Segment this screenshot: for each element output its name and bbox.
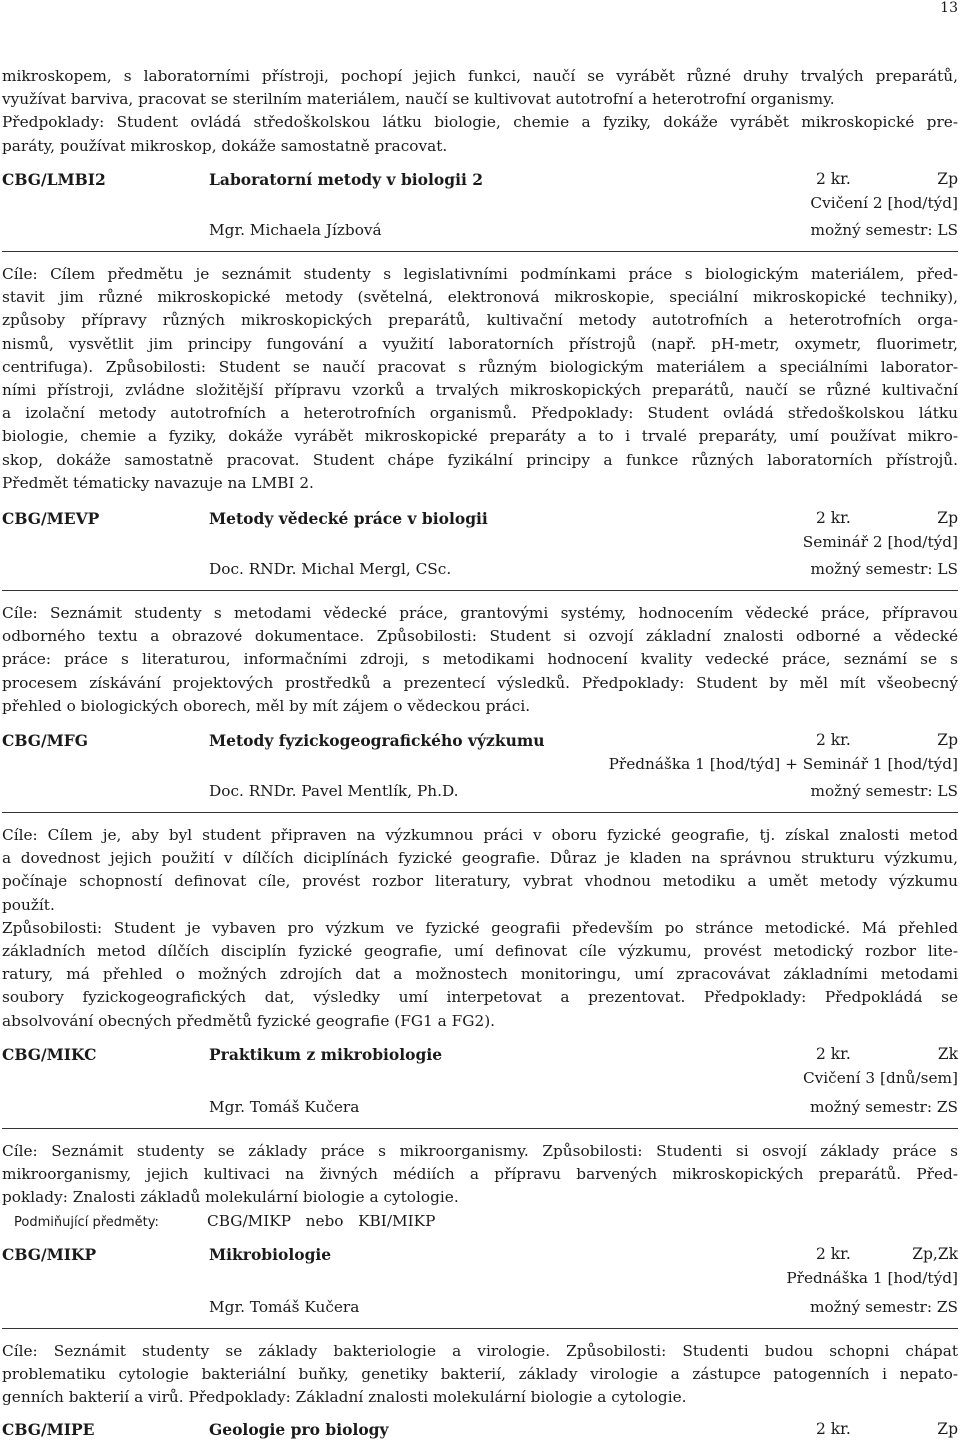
course-semester: možný semestr: LS — [810, 782, 958, 800]
course-teacher: Doc. RNDr. Pavel Mentlík, Ph.D. — [209, 782, 459, 800]
text-line: mikroorganismy, jejich kultivaci na živných médiích a přípravu barvených mikroskopických preparátů. Před- — [2, 1165, 958, 1184]
course-semester: možný semestr: ZS — [809, 1298, 958, 1316]
text-line: využívat barviva, pracovat se sterilním materiálem, naučí se kultivovat autotrofní a heterotrofní organismy. — [2, 90, 835, 109]
text-line: Cíle: Seznámit studenty s metodami vědecké práce, grantovými systémy, hodnocením vědecké práce, přípravou — [2, 604, 958, 622]
course-title: Metody fyzickogeografického výzkumu — [209, 731, 545, 750]
course-header — [0, 1420, 960, 1444]
course-type: Zp — [937, 1420, 958, 1438]
text-line: Cíle: Cílem předmětu je seznámit studenty s legislativními podmínkami práce s biologickým materiálem, před- — [2, 265, 958, 283]
text-line: Způsobilosti: Student je vybaven pro výzkum ve fyzické geografii především po stránce metodické. Má přehled — [2, 918, 958, 937]
text-line: použít. — [2, 895, 55, 914]
course-title: Praktikum z mikrobiologie — [209, 1045, 443, 1064]
course-description — [2, 263, 958, 495]
course-teacher-row — [0, 1098, 960, 1122]
course-code: CBG/MIKP — [2, 1245, 97, 1264]
course-type: Zp — [937, 731, 958, 749]
course-description — [2, 602, 958, 718]
course-hours: Přednáška 1 [hod/týd] — [786, 1269, 958, 1287]
course-type: Zp — [937, 170, 958, 188]
course-header — [0, 509, 960, 533]
course-semester: možný semestr: LS — [810, 221, 958, 239]
intro-paragraph — [2, 65, 958, 158]
text-line: Cíle: Seznámit studenty se základy práce s mikroorganismy. Způsobilosti: Studenti si osvojí základy práce s — [2, 1142, 958, 1160]
course-semester: možný semestr: ZS — [809, 1098, 958, 1116]
prerequisites-row — [14, 1212, 436, 1230]
course-credits: 2 kr. — [816, 1245, 851, 1263]
page-number: 13 — [940, 0, 958, 16]
text-line: Předpoklady: Student ovládá středoškolskou látku biologie, chemie a fyziky, dokáže vyrábět mikroskopické pre- — [2, 113, 958, 132]
course-type: Zp,Zk — [912, 1245, 958, 1263]
text-line: práce: práce s literaturou, informačními zdroji, s metodikami hodnocení kvality vedecké práce, seznámí se s — [2, 650, 958, 669]
course-title: Mikrobiologie — [209, 1245, 332, 1264]
course-credits: 2 kr. — [816, 1420, 851, 1438]
divider — [2, 1328, 958, 1329]
course-teacher-row — [0, 560, 960, 584]
divider — [2, 1128, 958, 1129]
text-line: nismů, vysvětlit jim principy fungování a využití laboratorních přístrojů (např. pH-metr, oxymetr, fluorimetr, — [2, 334, 958, 353]
course-hours: Seminář 2 [hod/týd] — [802, 533, 958, 551]
prerequisites-label: Podmiňující předměty: — [14, 1215, 159, 1230]
course-header — [0, 170, 960, 194]
course-title: Metody vědecké práce v biologii — [209, 509, 488, 528]
course-code: CBG/MEVP — [2, 509, 100, 528]
text-line: paráty, používat mikroskop, dokáže samostatně pracovat. — [2, 136, 448, 155]
text-line: Předmět tématicky navazuje na LMBI 2. — [2, 473, 314, 492]
text-line: ratury, má přehled o možných zdrojích dat a možnostech monitoringu, umí zpracovávat základními metodami — [2, 965, 958, 984]
text-line: způsoby přípravy různých mikroskopických preparátů, kultivační metody autotrofních a heterotrofních orga- — [2, 311, 958, 330]
course-teacher: Mgr. Tomáš Kučera — [209, 1098, 360, 1116]
course-credits: 2 kr. — [816, 731, 851, 749]
text-line: mikroskopem, s laboratorními přístroji, pochopí jejich funkci, naučí se vyrábět různé druhy trvalých preparátů, — [2, 67, 958, 85]
text-line: počínaje schopností definovat cíle, provést rozbor literatury, vybrat vhodnou metodiku a umět metody výzkumu — [2, 872, 958, 891]
text-line: poklady: Znalosti základů molekulární biologie a cytologie. — [2, 1188, 459, 1207]
text-line: biologie, chemie a fyziky, dokáže vyrábět mikroskopické preparáty a to i trvalé preparáty, umí používat mikro- — [2, 427, 958, 446]
text-line: absolvování obecných předmětů fyzické geografie (FG1 a FG2). — [2, 1011, 496, 1030]
text-line: stavit jim různé mikroskopické metody (světelná, elektronová mikroskopie, speciální mikroskopické techniky), — [2, 288, 958, 307]
course-hours: Cvičení 3 [dnů/sem] — [802, 1069, 958, 1087]
prerequisites-value: CBG/MIKP nebo KBI/MIKP — [207, 1212, 436, 1230]
course-code: CBG/MFG — [2, 731, 89, 750]
course-teacher: Mgr. Michaela Jízbová — [209, 221, 382, 239]
divider — [2, 590, 958, 591]
text-line: problematiku cytologie bakteriální buňky, genetiky bakterií, základy virologie a zástupce patogenních i nepato- — [2, 1365, 958, 1384]
course-code: CBG/MIPE — [2, 1420, 95, 1439]
text-line: ními přístroji, zvládne složitější přípravu vzorků a trvalých mikroskopických preparátů, naučí se různé kultivační — [2, 381, 958, 400]
course-teacher-row — [0, 782, 960, 806]
text-line: a dovednost jejich použití v dílčích diciplínách fyzické geografie. Důraz je kladen na správnou strukturu výzkumu, — [2, 849, 958, 868]
text-line: Cíle: Seznámit studenty se základy bakteriologie a virologie. Způsobilosti: Studenti budou schopni chápat — [2, 1342, 958, 1360]
course-hours: Cvičení 2 [hod/týd] — [810, 194, 958, 212]
text-line: přehled o biologických oborech, měl by mít zájem o vědeckou práci. — [2, 696, 531, 715]
course-semester: možný semestr: LS — [810, 560, 958, 578]
text-line: a izolační metody autotrofních a heterotrofních organismů. Předpoklady: Student ovládá středoškolskou látku — [2, 404, 958, 423]
course-credits: 2 kr. — [816, 1045, 851, 1063]
course-type: Zp — [937, 509, 958, 527]
course-type: Zk — [937, 1045, 958, 1063]
divider — [2, 812, 958, 813]
course-description — [2, 1140, 958, 1210]
text-line: Cíle: Cílem je, aby byl student připraven na výzkumnou práci v oboru fyzické geografie, tj. získal znalosti metod — [2, 826, 958, 844]
course-header — [0, 1045, 960, 1069]
text-line: skop, dokáže samostatně pracovat. Student chápe fyzikální principy a funkce různých laboratorních přístrojů. — [2, 450, 958, 469]
text-line: soubory fyzickogeografických dat, výsledky umí interpetovat a prezentovat. Předpoklady: Předpokládá se — [2, 988, 958, 1007]
course-title: Laboratorní metody v biologii 2 — [209, 170, 484, 189]
course-description — [2, 824, 958, 1033]
course-hours: Přednáška 1 [hod/týd] + Seminář 1 [hod/týd] — [608, 755, 958, 773]
course-code: CBG/MIKC — [2, 1045, 97, 1064]
text-line: základních metod dílčích disciplín fyzické geografie, umí definovat cíle výzkumu, provést metodický rozbor lite- — [2, 942, 958, 961]
course-header — [0, 1245, 960, 1269]
course-header — [0, 731, 960, 755]
course-code: CBG/LMBI2 — [2, 170, 106, 189]
course-title: Geologie pro biology — [209, 1420, 389, 1439]
text-line: procesem získávání projektových prostředků a prezentecí výsledků. Předpoklady: Student by měl mít všeobecný — [2, 673, 958, 692]
text-line: centrifuga). Způsobilosti: Student se naučí pracovat s různým biologickým materiálem a speciálními laborator- — [2, 357, 958, 376]
text-line: odborného textu a obrazové dokumentace. Způsobilosti: Student si ozvojí základní znalosti odborné a vědecké — [2, 627, 958, 646]
course-teacher-row — [0, 221, 960, 245]
divider — [2, 251, 958, 252]
course-credits: 2 kr. — [816, 509, 851, 527]
text-line: genních bakterií a virů. Předpoklady: Základní znalosti molekulární biologie a cytologie. — [2, 1388, 687, 1407]
course-teacher-row — [0, 1298, 960, 1322]
course-credits: 2 kr. — [816, 170, 851, 188]
course-description — [2, 1340, 958, 1410]
course-teacher: Doc. RNDr. Michal Mergl, CSc. — [209, 560, 452, 578]
course-teacher: Mgr. Tomáš Kučera — [209, 1298, 360, 1316]
